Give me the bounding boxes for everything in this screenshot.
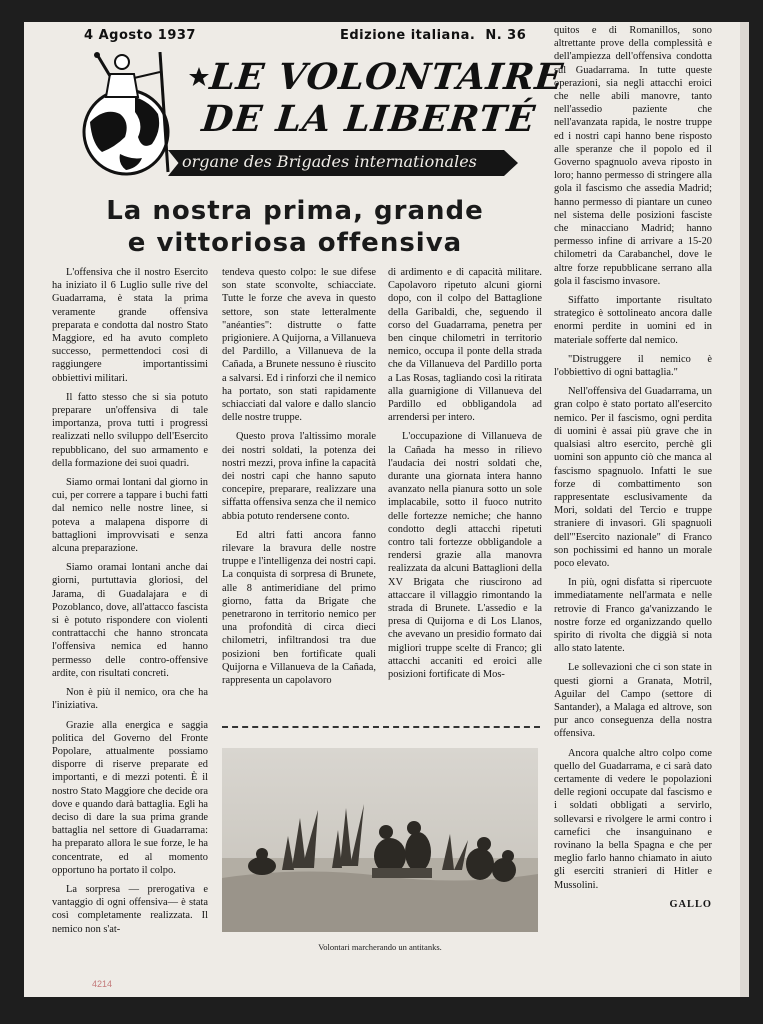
paragraph: L'occupazione di Villanueva de la Cañada ha messo in rilievo l'audacia dei nostri soldati che, durante una giornata intera hanno avanzato nella pianura sotto un sole implacabile, sotto il fuoco nutrito delle fortezze nemiche; che hanno condotto degli attacchi ripetuti contro tali fortezze obbligandole a rendersi grazie alla manovra realizzata da alcuni Battaglioni della XV Brigata che riuscirono ad attaccare il villaggio rimontando la strada di Brunete. L'assedio e la presa di Quijorna e di Los Llanos, che avevano un presidio formato dai migliori truppe scelte di Franco; gli attacchi accaniti ed eroici alle posizioni fortificate di Mos-: [388, 431, 542, 681]
masthead: [80, 52, 566, 180]
paragraph: L'offensiva che il nostro Esercito ha iniziato il 6 Luglio sulle rive del Guadarrama, è stata la prima veramente grande offensiva preparata e condotta dal nostro Stato Maggiore, ed ha avuto completo successo, permettendoci così di raggiungere importantissimi obbiettivi militari.: [52, 267, 208, 384]
article-column-1: [52, 266, 208, 942]
author-signature: GALLO: [669, 898, 712, 910]
paragraph: "Distruggere il nemico è l'obbiettivo di ogni battaglia.": [554, 353, 712, 379]
article-column-2: [222, 266, 376, 693]
masthead-title-line1: LE VOLONTAIRE: [207, 56, 566, 98]
globe-worker-emblem: [80, 52, 190, 177]
issue-date: 4 Agosto 1937: [84, 28, 196, 43]
headline-line2: e vittoriosa offensiva: [127, 228, 463, 258]
paragraph: La sorpresa — prerogativa e vantaggio di ogni offensiva— è stata così completamente realizzata. Il nemico non s'at-: [52, 883, 208, 935]
page-edge: [740, 22, 749, 997]
news-photo: [222, 748, 538, 932]
paragraph: Siamo oramai lontani anche dai giorni, purtuttavia gloriosi, del Jarama, di Guadalajara e di Pozoblanco, dove, all'attacco fascista si è potuto rispondere con violenti contrattacchi che hanno stroncata l'offensiva nemica ed hanno permesso delle contro-offensive ardite, con risultati concreti.: [52, 562, 208, 679]
masthead-title-line2: DE LA LIBERTÉ: [199, 98, 538, 140]
paragraph: Il fatto stesso che si sia potuto preparare un'offensiva di tale importanza, prova tutti i progressi realizzati nello sviluppo dell'Esercito repubblicano, del suo armamento e della formazione dei suoi quadri.: [52, 391, 208, 469]
paragraph: Siffatto importante risultato strategico è sottolineato ancora dalle enormi perdite in uomini ed in materiale sofferte dal nemico.: [554, 295, 712, 346]
paragraph: Ed altri fatti ancora fanno rilevare la bravura delle nostre truppe e l'intelligenza dei nostri capi. La conquista di sorpresa di Brunete, alle 8 antimeridiane del primo giorno, fatta da Brigate che penetrarono in territorio nemico per una profondità di circa dieci chilometri, infiltrandosi tra due posizioni ben fortificate quali Quijorna e Villanueva de la Cañada, rappresenta un capolavoro: [222, 529, 376, 687]
paragraph: Questo prova l'altissimo morale dei nostri soldati, la potenza dei nostri mezzi, prova infine la capacità dei nostri capi che hanno saputo concepire, preparare, realizzare una siffatta offensiva senza che il nemico abbia potuto rendersene conto.: [222, 431, 376, 522]
photo-caption: Volontari marcherando un antitanks.: [318, 942, 442, 952]
article-column-3: [388, 266, 542, 687]
paragraph: di ardimento e di capacità militare. Capolavoro ripetuto alcuni giorni dopo, con il colpo del Battaglione della Garibaldi, che, seguendo il corso del Guadarrama, penetra per ben cinque chilometri in territorio nemico, occupa il ponte della strada che da Villanueva del Pardillo porta a Las Rosas, tagliando così la ritirata alla guarnigione di Villanueva del Pardillo ed obbligandola ad arrendersi per intero.: [388, 267, 542, 424]
article-column-4: [554, 24, 712, 911]
paragraph: tendeva questo colpo: le sue difese son state sconvolte, schiacciate. Tutte le forze che aveva in questo settore, son state letteralmente "anéanties": distrutte o fatte prigioniere. A Quijorna, a Villanueva del Pardillo, a Villanueva de la Cañada, a Brunete nessuno è riuscito a salvarsi. Ed i rinforzi che il nemico ha portato, son stati rapidamente schiacciati dal valore e dallo slancio delle nostre truppe.: [222, 267, 376, 424]
paragraph: In più, ogni disfatta si ripercuote immediatamente nell'armata e nelle retrovie di Franco ga'vanizzando le nostre forze ed organizzando quello spirito di rivolta che diggià si nota allo stato latente.: [554, 577, 712, 655]
paragraph: Grazie alla energica e saggia politica del Governo del Fronte Popolare, attualmente possiamo disporre di riserve preparate ed importanti, e di mezzi potenti. È il nostro Stato Maggiore che decide ora dove e quando darà battaglia. Egli ha deciso di dare la sua prima grande battaglia nel settore di Guadarrama: ha preparato allora le sue forze, le ha concentrate, ed al momento opportuno ha portato il colpo.: [52, 719, 208, 876]
paragraph: Non è più il nemico, ora che ha l'iniziativa.: [52, 687, 208, 712]
paragraph: Le sollevazioni che ci son state in questi giorni a Granata, Motril, Aguilar del Campo (settore di Santander), a Malaga ed altrove, son pur anco conseguenza della nostra offensiva.: [554, 662, 712, 740]
dashed-divider: [222, 726, 540, 728]
paragraph: Ancora qualche altro colpo come quello del Guadarrama, e ci sarà dato certamente di vedere le popolazioni delle regioni occupate dal fascismo e i soldati obbligati a servirlo, sollevarsi e rivolgere le armi contro i carnefici che insanguinano e rovinano la bella Spagna e che per meglio farlo hanno chiamato in aiuto gli eserciti stranieri di Hitler e Mussolini.: [554, 747, 712, 891]
paragraph: Siamo ormai lontani dal giorno in cui, per correre a tappare i buchi fatti dal nemico nelle nostre linee, si poteva a malapena disporre di battaglioni improvvisati e senza alcuna preparazione.: [52, 477, 208, 555]
headline-line1: La nostra prima, grande: [106, 196, 484, 226]
pencil-annotation: 4214: [92, 979, 113, 989]
masthead-subtitle: organe des Brigades internationales: [182, 152, 477, 171]
paragraph: Nell'offensiva del Guadarrama, un gran colpo è stato portato all'esercito nemico. Per il fascismo, ogni perdita di uomini è assai più grave che in qualsiasi altro esercito, perchè gli uomini son appunto ciò che manca al fascismo spagnuolo. Infatti le sue forze di combattimento son rappresentate esclusivamente da Mori, soldati del Tercio e truppe straniere di invasori. Gli spagnuoli dell'"Esercito nazionale" di Franco son pochissimi ed hanno un morale poco elevato.: [554, 386, 712, 569]
star-icon: [188, 66, 210, 88]
paragraph: quitos e di Romanillos, sono altrettante prove della complessità e dell'ampiezza dell'offensiva condotta sul Guadarrama. In tutte queste operazioni, sia negli attacchi eroici che nelle abili manovre, tanto nell'assedio paziente che nell'avanzata rapida, le nostre truppe ed i nostri capi hanno bene risposto alle speranze che il popolo ed il Governo spagnuolo aveva riposto in loro; hanno permesso di stringere alla gola il fascismo che assedia Madrid; hanno permesso di piantare un cuneo nel sistema delle posizioni fasciste che minacciano Madrid; hanno permesso infine di arrivare a 15-20 chilometri da Carabanchel, dove le altre forze repubblicane serrano alla gola il fascismo invasore.: [554, 25, 712, 287]
edition-number: Edizione italiana. N. 36: [340, 28, 527, 43]
